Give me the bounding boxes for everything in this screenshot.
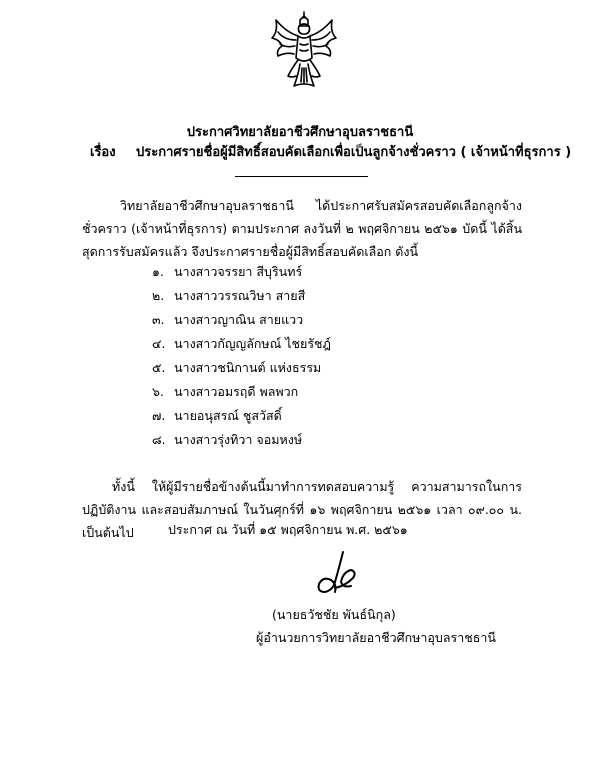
list-item bbox=[152, 428, 331, 452]
candidate-name: นางสาวชนิกานต์ แห่งธรรม bbox=[174, 360, 322, 375]
item-number: ๖. bbox=[152, 384, 164, 399]
signature-icon bbox=[295, 548, 365, 598]
candidate-name: นางสาวจรรยา สีบุรินทร์ bbox=[174, 264, 303, 279]
document-subject bbox=[90, 141, 571, 162]
subject-label: เรื่อง bbox=[90, 145, 116, 160]
list-item bbox=[152, 380, 331, 404]
item-number: ๗. bbox=[152, 408, 166, 423]
candidate-name: นางสาวกัญญลักษณ์ ไชยรัชฎ์ bbox=[174, 336, 331, 351]
item-number: ๘. bbox=[152, 432, 166, 447]
item-number: ๒. bbox=[152, 288, 165, 303]
signer-position: ผู้อำนวยการวิทยาลัยอาชีวศึกษาอุบลราชธานี bbox=[256, 630, 496, 645]
list-item bbox=[152, 332, 331, 356]
list-item bbox=[152, 308, 331, 332]
candidate-name: นายอนุสรณ์ ชูสวัสดิ์ bbox=[174, 408, 282, 423]
title-divider bbox=[235, 176, 368, 177]
signer-name: (นายธวัชชัย พันธ์นิกุล) bbox=[272, 607, 396, 622]
item-number: ๑. bbox=[152, 264, 164, 279]
subject-text: ประกาศรายชื่อผู้มีสิทธิ์สอบคัดเลือกเพื่อเป็นลูกจ้างชั่วคราว ( เจ้าหน้าที่ธุรการ ) bbox=[136, 145, 572, 160]
item-number: ๓. bbox=[152, 312, 165, 327]
list-item bbox=[152, 356, 331, 380]
instruction-paragraph: ทั้งนี้ ให้ผู้มีรายชื่อข้างต้นนี้มาทำการทดสอบความรู้ ความสามารถในการปฏิบัติงาน และสอบสัมภาษณ์ ในวันศุกร์ที่ ๑๖ พฤศจิกายน ๒๕๖๑ เวลา ๐๙.๐๐ น. เป็นต้นไป bbox=[82, 478, 522, 540]
item-number: ๔. bbox=[152, 336, 166, 351]
candidate-name: นางสาวรุ่งทิวา จอมหงษ์ bbox=[174, 432, 303, 447]
candidate-list bbox=[152, 260, 331, 452]
garuda-emblem-icon bbox=[268, 10, 340, 90]
candidate-name: นางสาวอมรฤดี พลพวก bbox=[174, 384, 299, 399]
candidate-name: นางสาวญาณิน สายแวว bbox=[174, 312, 304, 327]
announcement-date: ประกาศ ณ วันที่ ๑๕ พฤศจิกายน พ.ศ. ๒๕๖๑ bbox=[168, 522, 408, 537]
document-title: ประกาศวิทยาลัยอาชีวศึกษาอุบลราชธานี bbox=[186, 125, 414, 140]
list-item bbox=[152, 260, 331, 284]
list-item bbox=[152, 284, 331, 308]
candidate-name: นางสาววรรณวิษา สายสี bbox=[174, 288, 306, 303]
list-item bbox=[152, 404, 331, 428]
intro-paragraph: วิทยาลัยอาชีวศึกษาอุบลราชธานี ได้ประกาศรับสมัครสอบคัดเลือกลูกจ้างชั่วคราว (เจ้าหน้าที่ธุรการ) ตามประกาศ ลงวันที่ ๒ พฤศจิกายน ๒๕๖๑ บัดนี้ ได้สิ้นสุดการรับสมัครแล้ว จึงประกาศรายชื่อผู้มีสิทธิ์สอบคัดเลือก ดังนี้ bbox=[82, 197, 522, 259]
item-number: ๕. bbox=[152, 360, 166, 375]
